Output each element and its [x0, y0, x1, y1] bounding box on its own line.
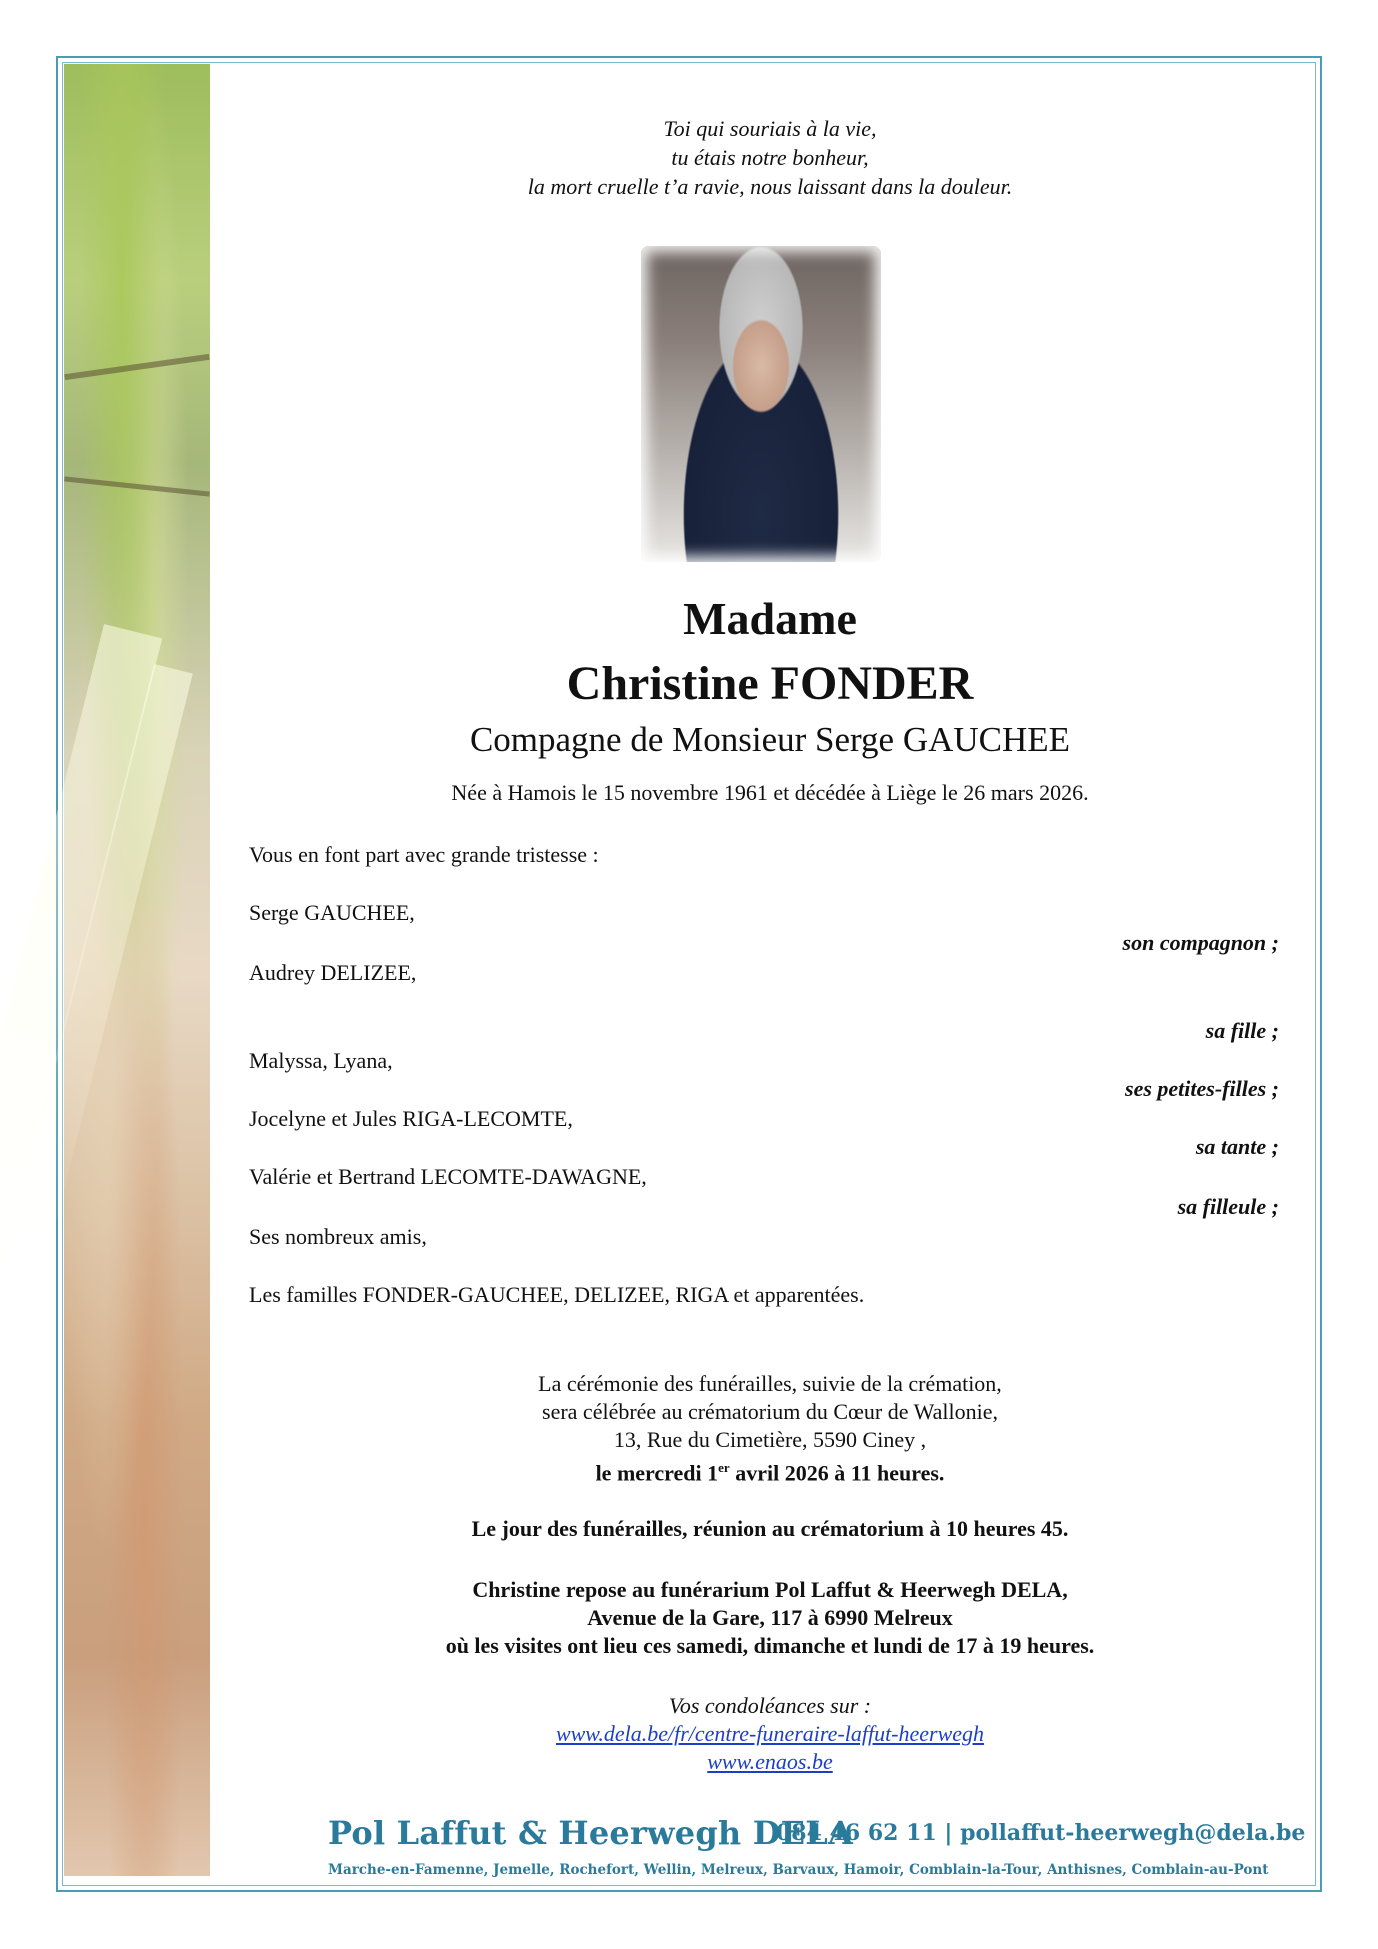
- portrait-photo: [641, 246, 881, 562]
- ceremony-line: 13, Rue du Cimetière, 5590 Ciney ,: [613, 1427, 927, 1452]
- poem: [220, 114, 1320, 201]
- family-name: Malyssa, Lyana,: [249, 1048, 393, 1073]
- family-relation: son compagnon ;: [1122, 930, 1279, 955]
- family-relation: ses petites-filles ;: [1125, 1076, 1279, 1101]
- poem-line: tu étais notre bonheur,: [671, 145, 869, 170]
- ceremony-line: sera célébrée au crématorium du Cœur de Wallonie,: [542, 1399, 998, 1424]
- deceased-name: Christine FONDER: [566, 657, 974, 710]
- repose-info: [220, 1576, 1320, 1660]
- ceremony-date-sup: er: [718, 1460, 730, 1475]
- ceremony-info: [220, 1370, 1320, 1487]
- family-name: Ses nombreux amis,: [249, 1224, 427, 1249]
- ceremony-date-text: le mercredi 1: [595, 1460, 719, 1486]
- birth-death-dates: Née à Hamois le 15 novembre 1961 et décédée à Liège le 26 mars 2026.: [451, 780, 1089, 805]
- poem-line: la mort cruelle t’a ravie, nous laissant dans la douleur.: [527, 174, 1013, 199]
- funeral-home-logo: Pol Laffut & Heerwegh DELA: [328, 1814, 853, 1852]
- funeral-home-contact: 084 46 62 11 | pollaffut-heerwegh@dela.be: [776, 1820, 1306, 1846]
- family-name: Les familles FONDER-GAUCHEE, DELIZEE, RIGA et apparentées.: [249, 1282, 865, 1307]
- gathering-info: Le jour des funérailles, réunion au crématorium à 10 heures 45.: [471, 1516, 1069, 1541]
- partner-subtitle: Compagne de Monsieur Serge GAUCHEE: [469, 720, 1071, 759]
- forest-path-image: [64, 64, 210, 1876]
- condolences-label: Vos condoléances sur :: [668, 1693, 872, 1718]
- branch-shape: [64, 476, 210, 496]
- dela-condolence-link[interactable]: www.dela.be/fr/centre-funeraire-laffut-heerwegh: [555, 1721, 985, 1746]
- family-intro: Vous en font part avec grande tristesse :: [249, 842, 599, 867]
- repose-line: Avenue de la Gare, 117 à 6990 Melreux: [587, 1605, 953, 1630]
- family-name: Jocelyne et Jules RIGA-LECOMTE,: [249, 1106, 573, 1131]
- family-name: Serge GAUCHEE,: [249, 900, 415, 925]
- funeral-home-locations: Marche-en-Famenne, Jemelle, Rochefort, Wellin, Melreux, Barvaux, Hamoir, Comblain-la-Tour, Anthisnes, Comblain-au-Pont: [328, 1862, 1269, 1878]
- family-relation: sa fille ;: [1205, 1018, 1279, 1043]
- ceremony-date-text: avril 2026 à 11 heures.: [729, 1460, 945, 1486]
- enaos-link[interactable]: www.enaos.be: [707, 1749, 833, 1774]
- family-relation: sa filleule ;: [1177, 1194, 1279, 1219]
- repose-line: où les visites ont lieu ces samedi, dimanche et lundi de 17 à 19 heures.: [445, 1633, 1095, 1658]
- family-name: Valérie et Bertrand LECOMTE-DAWAGNE,: [249, 1164, 647, 1189]
- condolences: [220, 1692, 1320, 1776]
- family-relation: sa tante ;: [1195, 1134, 1279, 1159]
- repose-line: Christine repose au funérarium Pol Laffut & Heerwegh DELA,: [472, 1577, 1068, 1602]
- ceremony-date: [220, 1454, 1320, 1487]
- poem-line: Toi qui souriais à la vie,: [663, 116, 877, 141]
- family-name: Audrey DELIZEE,: [249, 960, 417, 985]
- ceremony-line: La cérémonie des funérailles, suivie de la crémation,: [538, 1371, 1002, 1396]
- honorific: Madame: [683, 593, 857, 644]
- branch-shape: [64, 354, 209, 380]
